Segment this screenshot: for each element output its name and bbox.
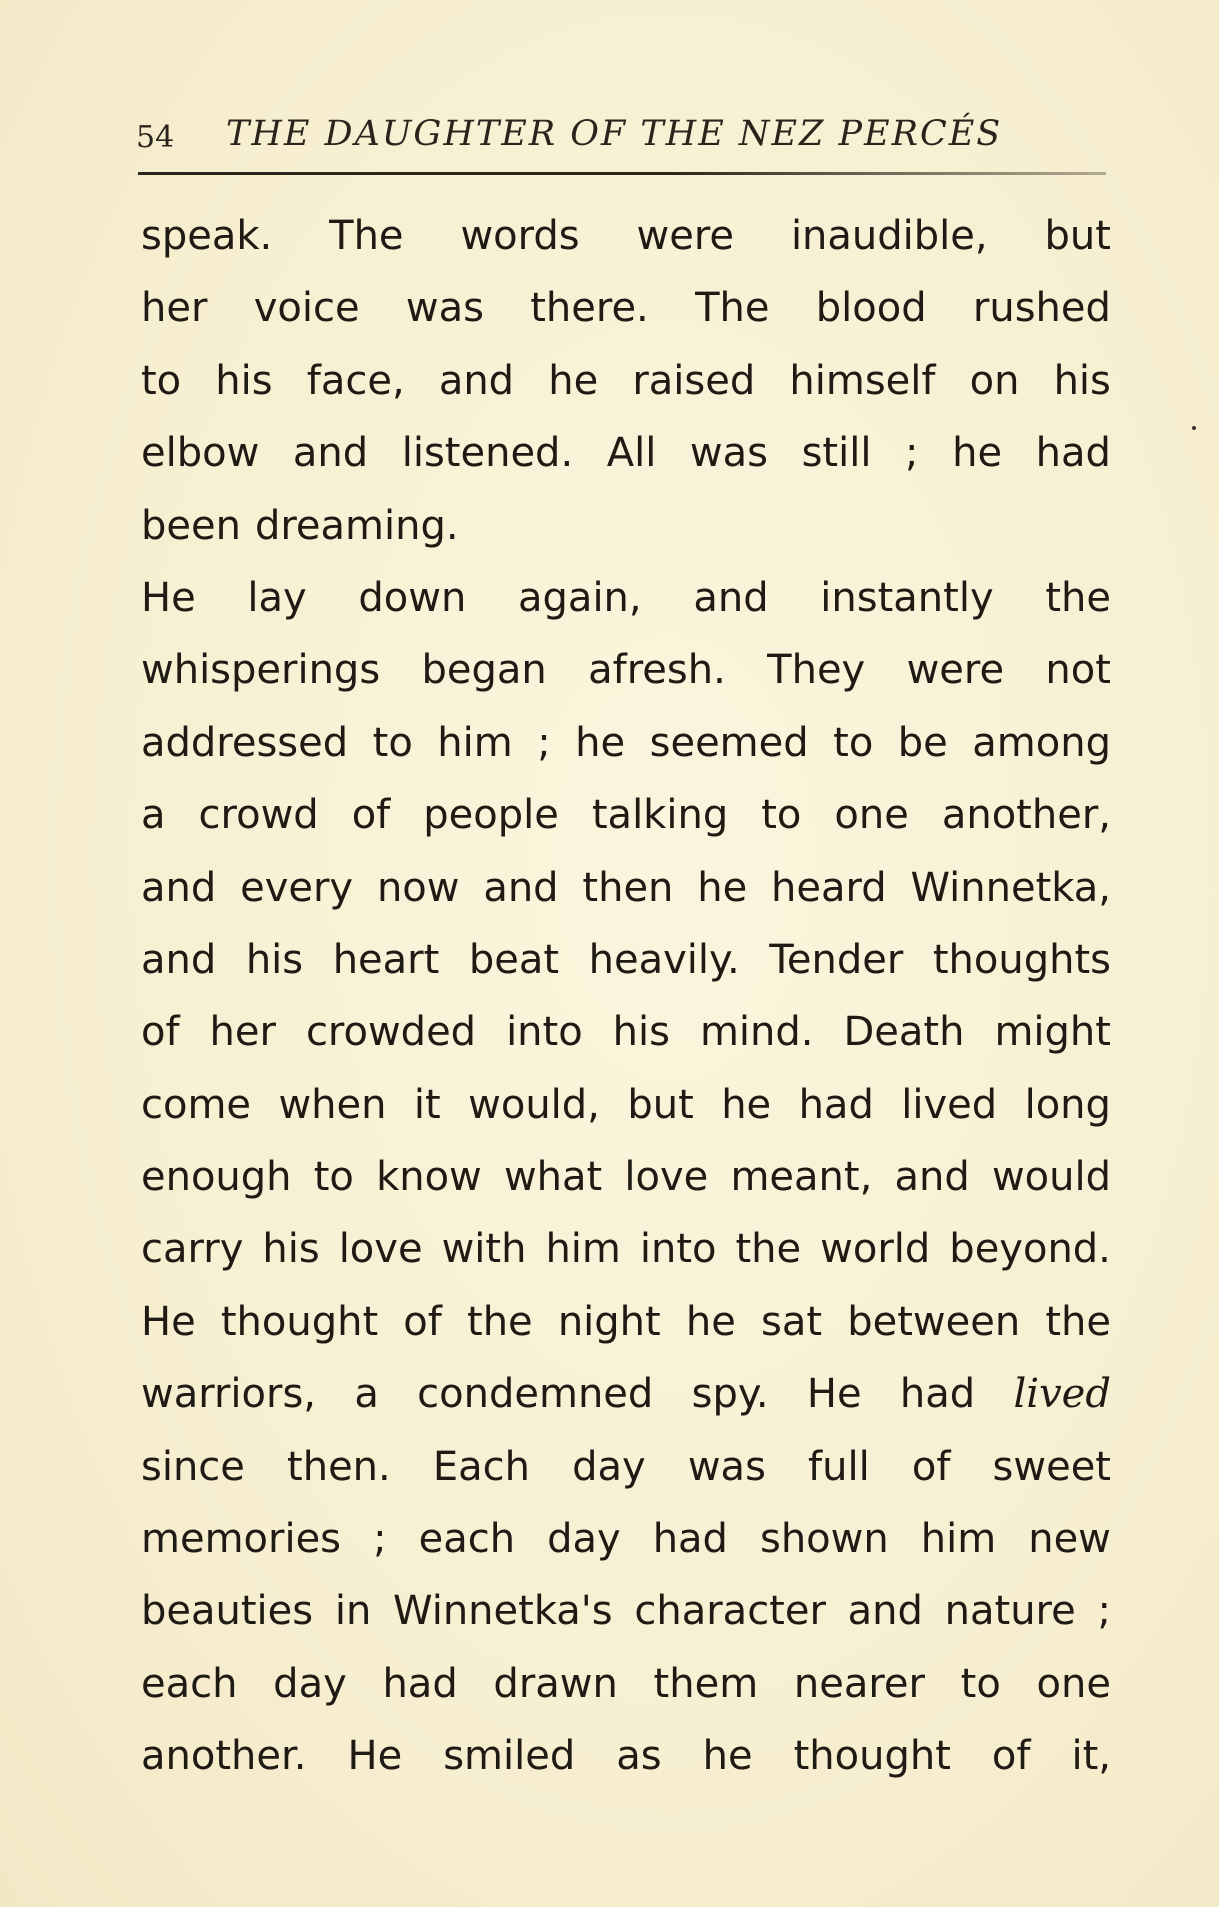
text-line: warriors, a condemned spy. He had lived: [141, 1358, 1111, 1430]
text-line: elbow and listened. All was still ; he had: [141, 430, 1111, 477]
header-rule: [138, 172, 1106, 175]
text-line: to his face, and he raised himself on his: [141, 357, 1111, 404]
running-title: THE DAUGHTER OF THE NEZ PERCÉS: [226, 114, 1003, 154]
text-line: enough to know what love meant, and would: [141, 1154, 1111, 1201]
text-line: beauties in Winnetka's character and nature ;: [141, 1588, 1111, 1635]
text-line: since then. Each day was full of sweet: [141, 1443, 1111, 1490]
text-line: each day had drawn them nearer to one: [141, 1660, 1111, 1707]
text-line: He lay down again, and instantly the: [141, 574, 1111, 621]
emphasized-word: lived: [1013, 1371, 1111, 1418]
text-line: another. He smiled as he thought of it,: [141, 1733, 1111, 1780]
text-line: addressed to him ; he seemed to be among: [141, 719, 1111, 766]
text-line: memories ; each day had shown him new: [141, 1516, 1111, 1563]
text-line: whisperings began afresh. They were not: [141, 647, 1111, 694]
text-line: and his heart beat heavily. Tender thoughts: [141, 936, 1111, 983]
text-line: carry his love with him into the world beyond.: [141, 1226, 1111, 1273]
page-number: 54: [136, 120, 175, 155]
text-line: her voice was there. The blood rushed: [141, 285, 1111, 332]
text-line: been dreaming.: [141, 502, 459, 549]
text-line: speak. The words were inaudible, but: [141, 213, 1111, 259]
text-line: a crowd of people talking to one another,: [141, 792, 1111, 839]
text-line: and every now and then he heard Winnetka,: [141, 864, 1111, 911]
text-line: of her crowded into his mind. Death might: [141, 1009, 1111, 1056]
text-line: come when it would, but he had lived long: [141, 1081, 1111, 1128]
text-line: He thought of the night he sat between the: [141, 1298, 1111, 1345]
body-text: [141, 200, 1111, 1793]
ink-speck: [1192, 426, 1196, 430]
running-head: [136, 108, 1116, 160]
